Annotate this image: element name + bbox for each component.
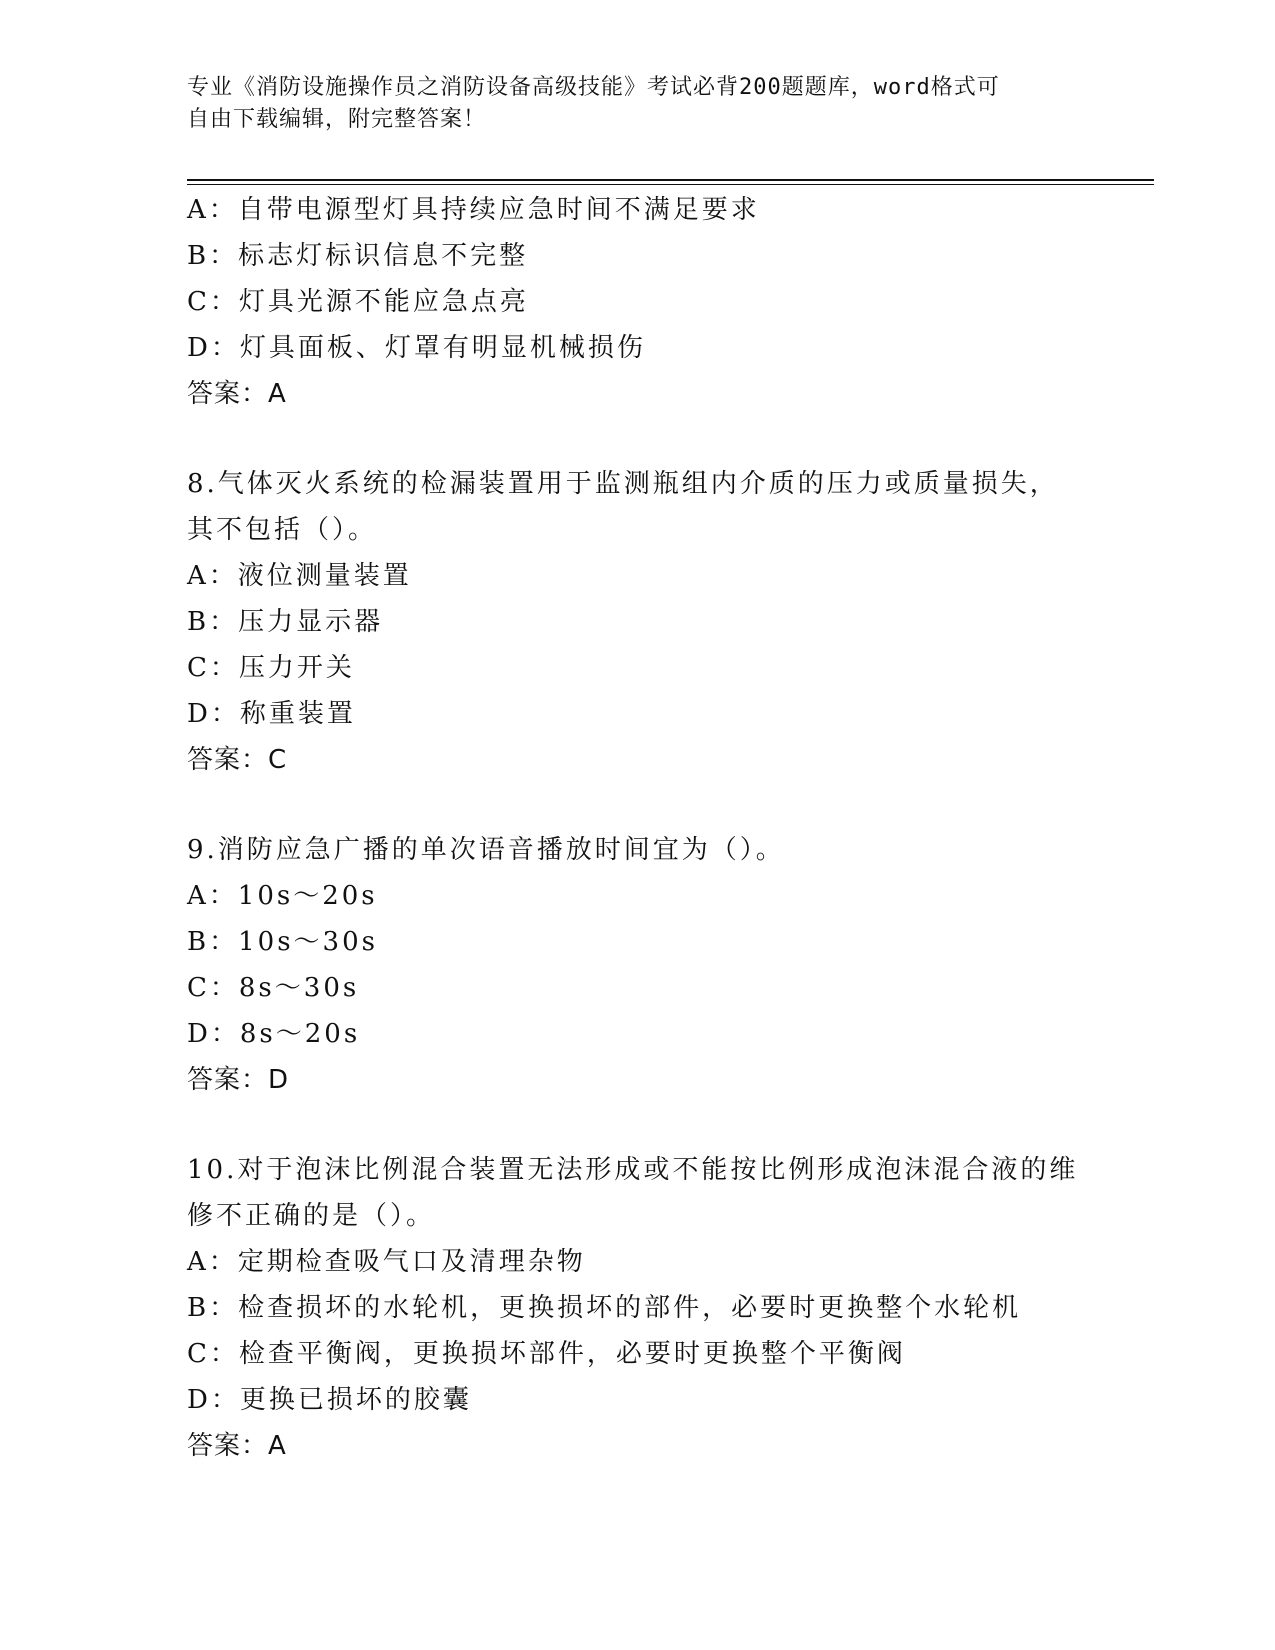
question-stem-line-2: 修不正确的是（）。	[187, 1201, 436, 1231]
question-9	[187, 827, 1154, 1103]
option-c: C：压力开关	[187, 653, 355, 683]
option-d: D：灯具面板、灯罩有明显机械损伤	[187, 333, 646, 363]
document-header	[187, 72, 1087, 136]
option-b: B：标志灯标识信息不完整	[187, 241, 529, 271]
option-c: C：灯具光源不能应急点亮	[187, 287, 529, 317]
question-8	[187, 461, 1154, 783]
option-b: B：压力显示器	[187, 607, 384, 637]
answer-line: 答案：D	[187, 1065, 290, 1095]
option-b: B：10s～30s	[187, 927, 378, 957]
question-7	[187, 187, 1154, 417]
header-divider-thick	[187, 179, 1154, 181]
header-line-1: 专业《消防设施操作员之消防设备高级技能》考试必背200题题库，word格式可	[187, 75, 1000, 100]
option-d: D：更换已损坏的胶囊	[187, 1385, 472, 1415]
question-spacer	[187, 417, 1154, 461]
option-a: A：自带电源型灯具持续应急时间不满足要求	[187, 195, 760, 225]
question-list	[187, 187, 1154, 1469]
question-10	[187, 1147, 1154, 1469]
question-spacer	[187, 783, 1154, 827]
question-stem-line-2: 其不包括（）。	[187, 515, 378, 545]
option-a: A：10s～20s	[187, 881, 378, 911]
header-line-2: 自由下载编辑，附完整答案！	[187, 107, 487, 132]
answer-line: 答案：A	[187, 379, 287, 409]
question-spacer	[187, 1103, 1154, 1147]
answer-line: 答案：A	[187, 1431, 287, 1461]
question-stem-line-1: 10.对于泡沫比例混合装置无法形成或不能按比例形成泡沫混合液的维	[187, 1155, 1079, 1185]
option-c: C：8s～30s	[187, 973, 360, 1003]
option-d: D：8s～20s	[187, 1019, 361, 1049]
option-c: C：检查平衡阀，更换损坏部件，必要时更换整个平衡阀	[187, 1339, 906, 1369]
header-divider-thin	[187, 184, 1154, 185]
option-b: B：检查损坏的水轮机，更换损坏的部件，必要时更换整个水轮机	[187, 1293, 1022, 1323]
question-stem-line-1: 9.消防应急广播的单次语音播放时间宜为（）。	[187, 835, 785, 865]
option-d: D：称重装置	[187, 699, 356, 729]
answer-line: 答案：C	[187, 745, 288, 775]
option-a: A：定期检查吸气口及清理杂物	[187, 1247, 586, 1277]
option-a: A：液位测量装置	[187, 561, 412, 591]
question-stem-line-1: 8.气体灭火系统的检漏装置用于监测瓶组内介质的压力或质量损失，	[187, 469, 1059, 499]
